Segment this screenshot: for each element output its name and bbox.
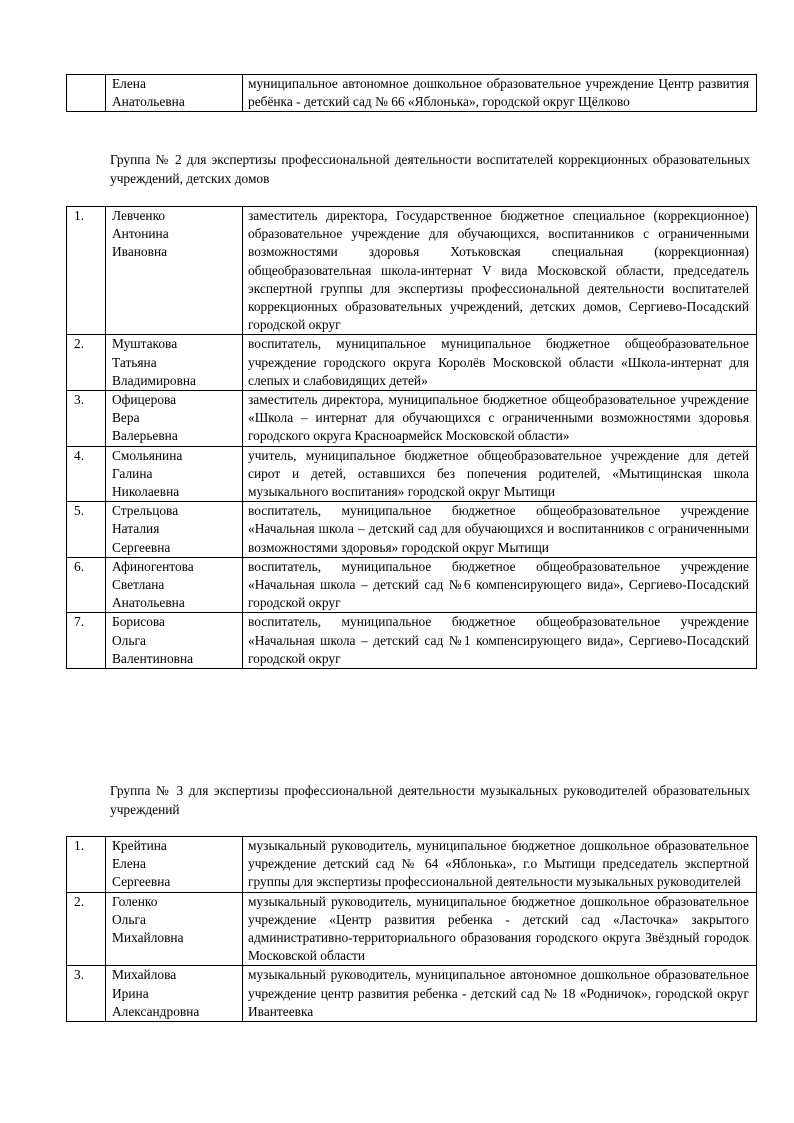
table-row: [67, 446, 757, 502]
row-number: 5.: [67, 502, 106, 558]
row-number: 6.: [67, 557, 106, 613]
member-position: музыкальный руководитель, муниципальное бюджетное дошкольное образовательное учреждение детский сад № 64 «Яблонька», г.о Мытищи председатель экспертной группы для экспертизы профессиональной деятельности музыкальных руководителей: [243, 837, 757, 893]
member-name: Муштакова Татьяна Владимировна: [106, 335, 243, 391]
row-number: 1.: [67, 837, 106, 893]
row-number: 1.: [67, 207, 106, 335]
table-group1-tail: [66, 74, 757, 112]
member-position: заместитель директора, Государственное бюджетное специальное (коррекционное) образовательное учреждение для обучающихся, воспитанников с ограниченными возможностями здоровья Хотьковская специальная (коррекционная) общеобразовательная школа-интернат V вида Московской области, председатель экспертной группы для экспертизы профессиональной деятельности воспитателей коррекционных образовательных учреждений, детских домов, Сергиево-Посадский городской округ: [243, 207, 757, 335]
table-row: [67, 557, 757, 613]
member-name: Елена Анатольевна: [106, 75, 243, 112]
row-number: 2.: [67, 335, 106, 391]
table-group-3: [66, 836, 757, 1022]
member-position: воспитатель, муниципальное муниципальное бюджетное общеобразовательное учреждение городского округа Королёв Московской области «Школа-интернат для слепых и слабовидящих детей»: [243, 335, 757, 391]
table-row: [67, 837, 757, 893]
table-group-2: [66, 206, 757, 669]
table-row: [67, 335, 757, 391]
member-name: Офицерова Вера Валерьевна: [106, 391, 243, 447]
member-name: Стрельцова Наталия Сергеевна: [106, 502, 243, 558]
member-position: воспитатель, муниципальное бюджетное общеобразовательное учреждение «Начальная школа – детский сад для обучающихся и воспитанников с ограниченными возможностями здоровья» городской округ Мытищи: [243, 502, 757, 558]
row-number: 3.: [67, 966, 106, 1022]
member-position: музыкальный руководитель, муниципальное бюджетное дошкольное образовательное учреждение «Центр развития ребенка - детский сад «Ласточка» закрытого административно-территориального образования городского округа Звёздный городок Московской области: [243, 892, 757, 966]
member-position: музыкальный руководитель, муниципальное автономное дошкольное образовательное учреждение центр развития ребенка - детский сад № 18 «Родничок», городской округ Ивантеевка: [243, 966, 757, 1022]
member-position: воспитатель, муниципальное бюджетное общеобразовательное учреждение «Начальная школа – детский сад №6 компенсирующего вида», Сергиево-Посадский городской округ: [243, 557, 757, 613]
row-number: 4.: [67, 446, 106, 502]
member-name: Крейтина Елена Сергеевна: [106, 837, 243, 893]
member-name: Левченко Антонина Ивановна: [106, 207, 243, 335]
member-name: Борисова Ольга Валентиновна: [106, 613, 243, 669]
member-position: учитель, муниципальное бюджетное общеобразовательное учреждение для детей сирот и детей, оставшихся без попечения родителей, «Мытищинская школа музыкального воспитания» городской округ Мытищи: [243, 446, 757, 502]
member-name: Афиногентова Светлана Анатольевна: [106, 557, 243, 613]
table-row: [67, 966, 757, 1022]
table-row: [67, 613, 757, 669]
table-row: [67, 75, 757, 112]
row-number: [67, 75, 106, 112]
group-3-title: Группа № 3 для экспертизы профессиональной деятельности музыкальных руководителей образовательных учреждений: [110, 783, 750, 817]
member-position: муниципальное автономное дошкольное образовательное учреждение Центр развития ребёнка - детский сад № 66 «Яблонька», городской округ Щёлково: [243, 75, 757, 112]
group-2-title: Группа № 2 для экспертизы профессиональной деятельности воспитателей коррекционных образовательных учреждений, детских домов: [110, 152, 750, 186]
member-name: Михайлова Ирина Александровна: [106, 966, 243, 1022]
row-number: 7.: [67, 613, 106, 669]
row-number: 2.: [67, 892, 106, 966]
table-row: [67, 892, 757, 966]
table-row: [67, 391, 757, 447]
member-position: воспитатель, муниципальное бюджетное общеобразовательное учреждение «Начальная школа – детский сад №1 компенсирующего вида», Сергиево-Посадский городской округ: [243, 613, 757, 669]
row-number: 3.: [67, 391, 106, 447]
member-name: Голенко Ольга Михайловна: [106, 892, 243, 966]
table-row: [67, 502, 757, 558]
member-position: заместитель директора, муниципальное бюджетное общеобразовательное учреждение «Школа – интернат для обучающихся с ограниченными возможностями здоровья городского округа Красноармейск Московской области»: [243, 391, 757, 447]
table-row: [67, 207, 757, 335]
member-name: Смольянина Галина Николаевна: [106, 446, 243, 502]
